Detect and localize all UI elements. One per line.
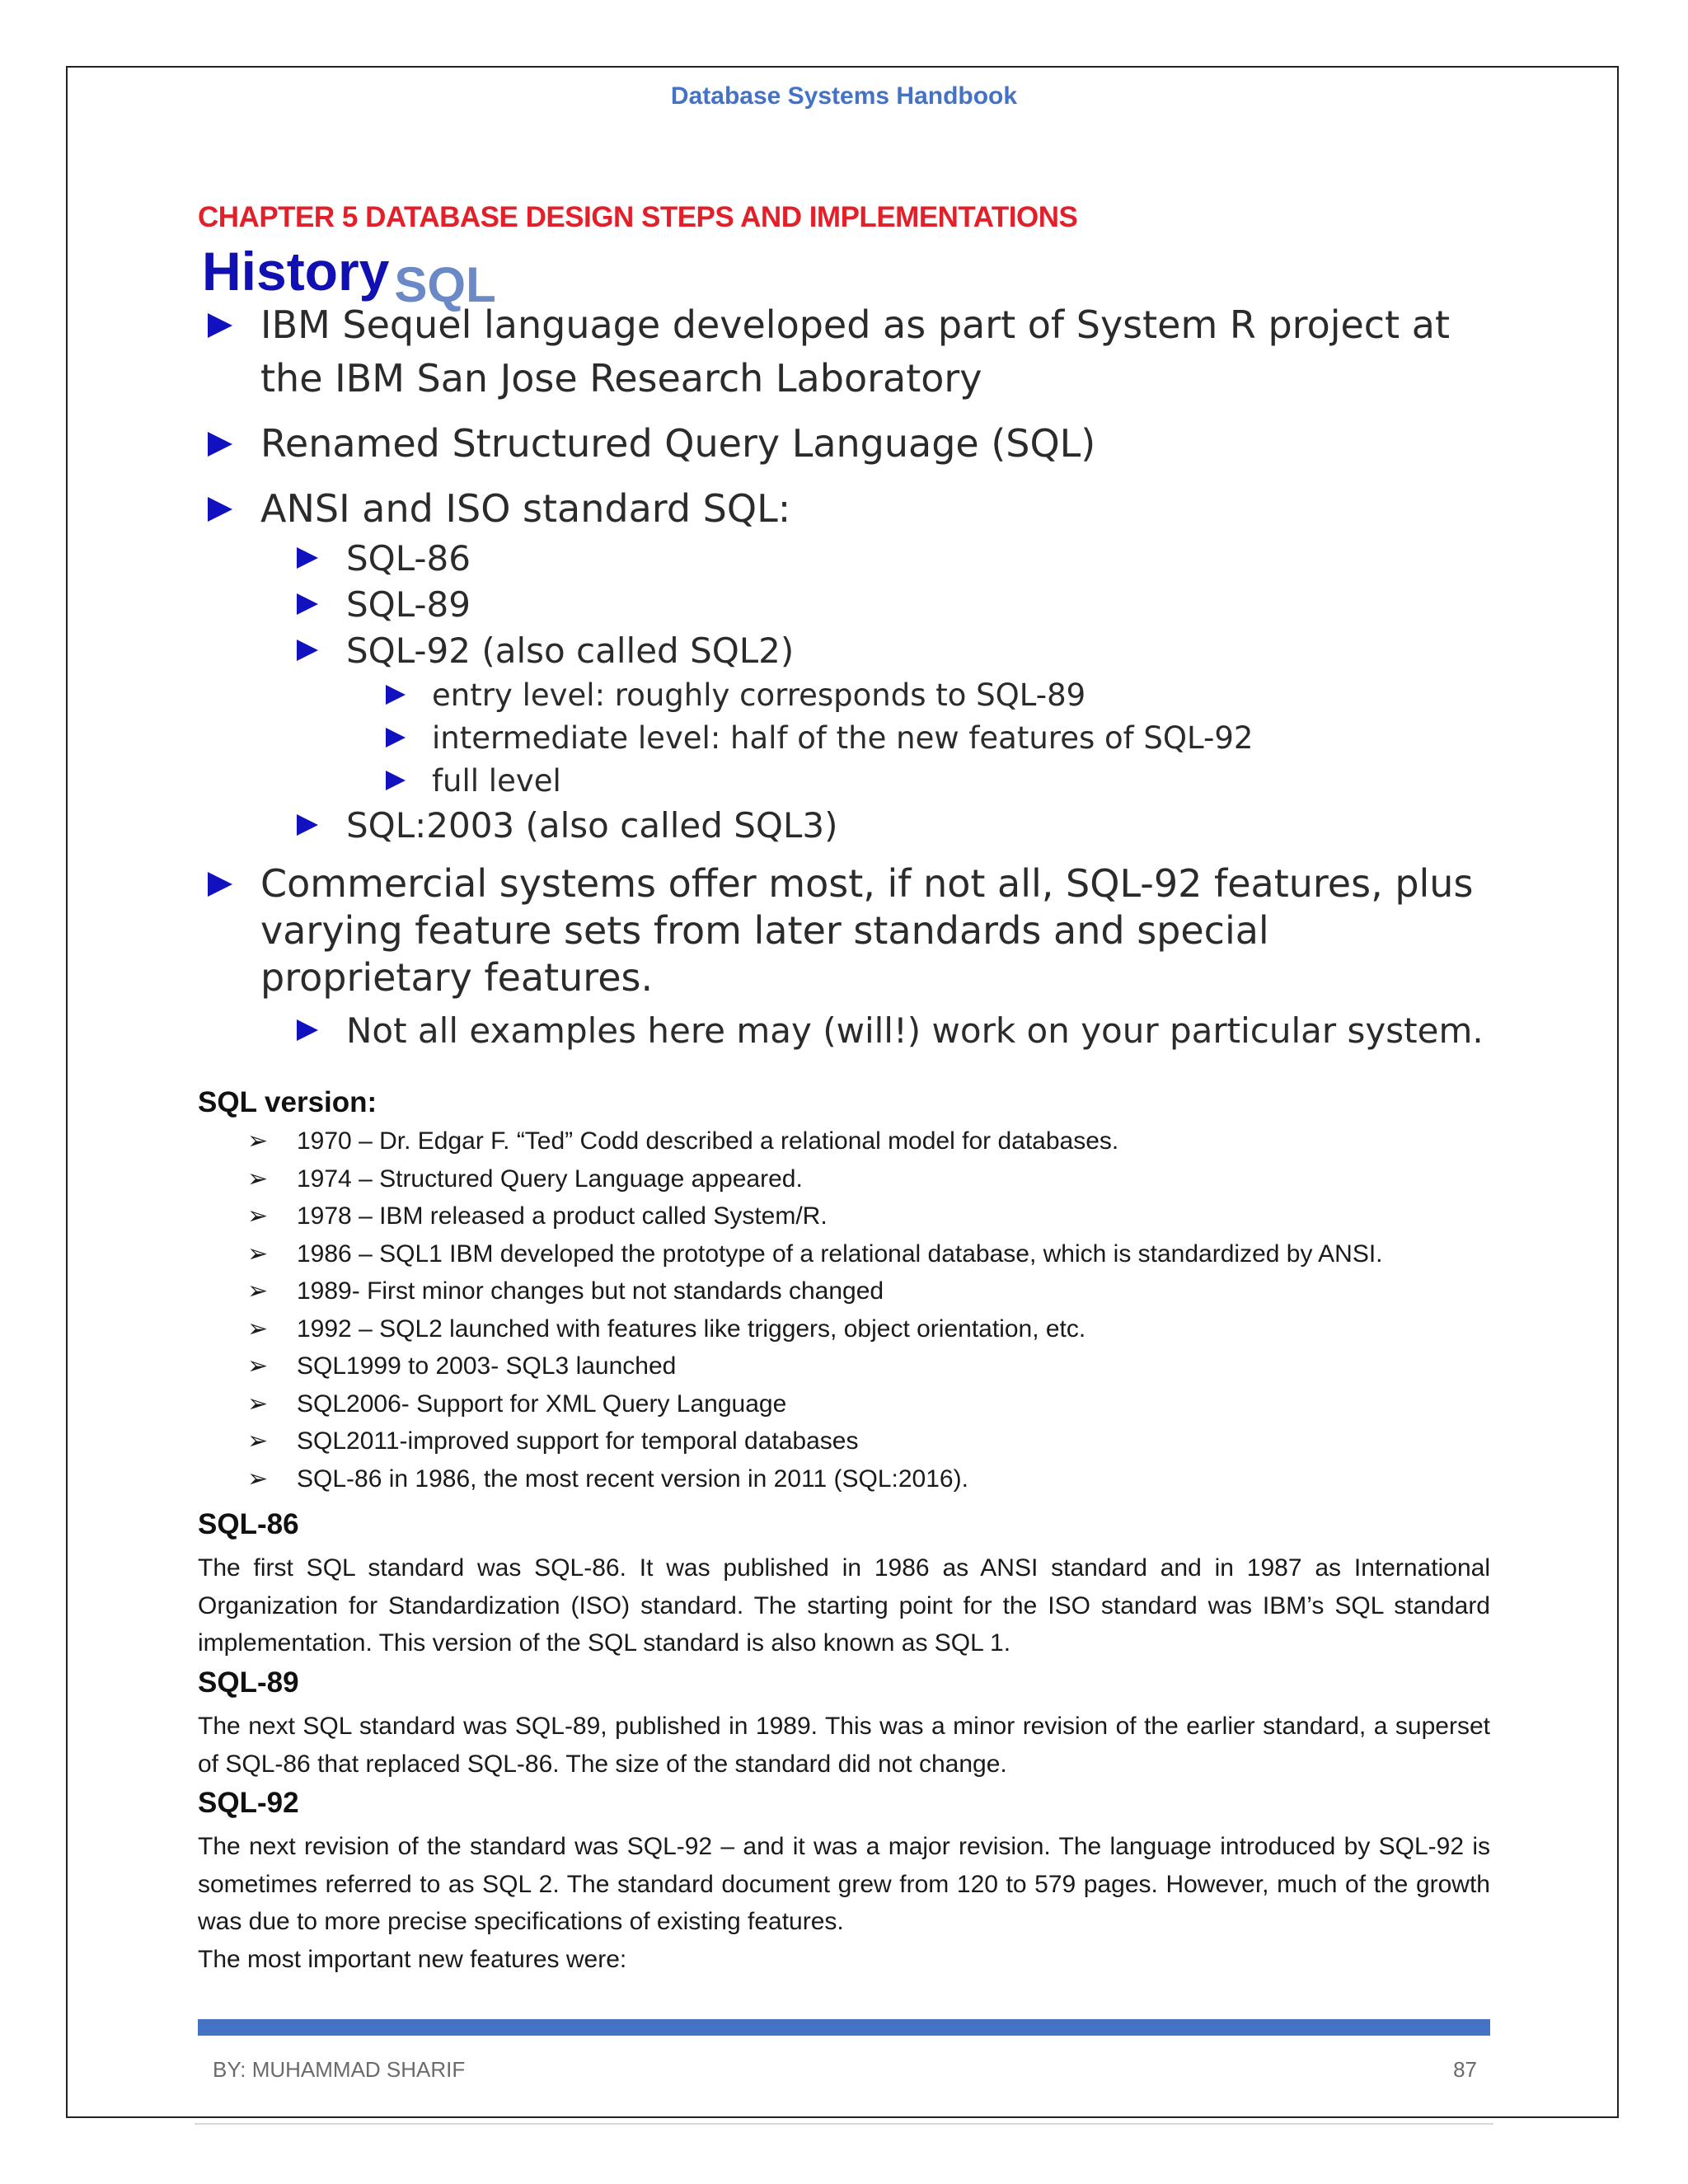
standard-item: SQL-89 <box>204 582 1490 628</box>
standards-list <box>260 536 1490 849</box>
sql92-paragraph: The next revision of the standard was SQL-92 – and it was a major revision. The language introduced by SQL-92 is sometimes referred to as SQL 2. The standard document grew from 120 to 579 pages. However, much of the growth was due to more precise specifications of existing features. <box>198 1833 1490 1935</box>
list-item: ➢ 1970 – Dr. Edgar F. “Ted” Codd described a relational model for databases. <box>247 1122 1383 1160</box>
list-item: ➢ SQL-86 in 1986, the most recent version in 2011 (SQL:2016). <box>247 1460 1383 1498</box>
standard-item: SQL-86 <box>204 536 1490 582</box>
slide-bullet: ANSI and ISO standard SQL: SQL-86 SQL-89 SQL-92 (also called SQL2) entry level: roughly corresponds to SQL-89 intermediate level: half of the new features of SQL-92 full level SQL:2003 (also called SQL3) <box>204 482 1490 849</box>
triangle-bullet-icon <box>297 640 318 661</box>
triangle-bullet-icon <box>386 771 406 790</box>
slide-title-sql: SQL <box>394 257 496 312</box>
slide-bullet: Renamed Structured Query Language (SQL) <box>204 417 1490 471</box>
list-item: ➢ 1978 – IBM released a product called System/R. <box>247 1197 1383 1235</box>
list-item: ➢ SQL1999 to 2003- SQL3 launched <box>247 1347 1383 1385</box>
sql86-paragraph: The first SQL standard was SQL-86. It was published in 1986 as ANSI standard and in 1987 as International Organization for Standardization (ISO) standard. The starting point for the ISO standard was IBM’s SQL standard implementation. This version of the SQL standard is also known as SQL 1. <box>198 1554 1490 1657</box>
slide-title <box>202 241 496 312</box>
commercial-note-list <box>260 1008 1490 1054</box>
triangle-bullet-icon <box>297 593 318 615</box>
slide-title-history: History <box>202 241 390 302</box>
page-number: 87 <box>1453 2057 1477 2082</box>
triangle-bullet-icon <box>297 547 318 569</box>
sql92-levels-list <box>346 674 1490 803</box>
arrowhead-bullet-icon: ➢ <box>247 1127 269 1155</box>
list-item: ➢ SQL2011-improved support for temporal databases <box>247 1422 1383 1460</box>
arrowhead-bullet-icon: ➢ <box>247 1464 269 1493</box>
arrowhead-bullet-icon: ➢ <box>247 1389 269 1418</box>
sql-version-heading: SQL version: <box>198 1086 377 1118</box>
slide-bullet: IBM Sequel language developed as part of System R project at the IBM San Jose Research Laboratory <box>204 298 1490 405</box>
list-item: ➢ 1992 – SQL2 launched with features like triggers, object orientation, etc. <box>247 1310 1383 1348</box>
list-item: ➢ 1989- First minor changes but not standards changed <box>247 1272 1383 1310</box>
running-header: Database Systems Handbook <box>670 82 1018 110</box>
arrowhead-bullet-icon: ➢ <box>247 1352 269 1380</box>
sql86-heading: SQL-86 <box>198 1508 299 1540</box>
arrowhead-bullet-icon: ➢ <box>247 1202 269 1230</box>
sql92-features-intro: The most important new features were: <box>198 1946 627 1973</box>
commercial-note: Not all examples here may (will!) work on your particular system. <box>204 1008 1490 1054</box>
sql92-heading: SQL-92 <box>198 1787 299 1819</box>
triangle-bullet-icon <box>297 814 318 836</box>
chapter-title: CHAPTER 5 DATABASE DESIGN STEPS AND IMPLEMENTATIONS <box>198 201 1078 233</box>
triangle-bullet-icon <box>297 1019 318 1041</box>
sql-version-list <box>247 1122 1383 1497</box>
level-item: entry level: roughly corresponds to SQL-89 <box>204 674 1490 717</box>
triangle-bullet-icon <box>386 728 406 748</box>
triangle-bullet-icon <box>208 872 232 897</box>
level-item: full level <box>204 760 1490 803</box>
sql89-heading: SQL-89 <box>198 1666 299 1699</box>
footer-rule <box>195 2123 1493 2125</box>
triangle-bullet-icon <box>386 685 406 705</box>
slide-bullet-list <box>204 298 1490 1066</box>
footer-author: BY: MUHAMMAD SHARIF <box>213 2057 466 2082</box>
list-item: ➢ 1986 – SQL1 IBM developed the prototype of a relational database, which is standardized by ANSI. <box>247 1235 1383 1273</box>
list-item: ➢ 1974 – Structured Query Language appeared. <box>247 1160 1383 1198</box>
list-item: ➢ SQL2006- Support for XML Query Language <box>247 1385 1383 1423</box>
arrowhead-bullet-icon: ➢ <box>247 1314 269 1343</box>
footer-accent-bar <box>198 2019 1490 2036</box>
arrowhead-bullet-icon: ➢ <box>247 1427 269 1455</box>
arrowhead-bullet-icon: ➢ <box>247 1164 269 1193</box>
arrowhead-bullet-icon: ➢ <box>247 1239 269 1268</box>
triangle-bullet-icon <box>208 497 232 522</box>
sql89-paragraph: The next SQL standard was SQL-89, published in 1989. This was a minor revision of the earlier standard, a superset of SQL-86 that replaced SQL-86. The size of the standard did not change. <box>198 1713 1490 1778</box>
triangle-bullet-icon <box>208 432 232 457</box>
standard-item: SQL:2003 (also called SQL3) <box>204 803 1490 849</box>
standard-item: SQL-92 (also called SQL2) entry level: roughly corresponds to SQL-89 intermediate level: half of the new features of SQL-92 full level <box>204 628 1490 803</box>
slide-bullet: Commercial systems offer most, if not all, SQL-92 features, plus varying feature sets from later standards and special proprietary features. Not all examples here may (will!) work on your particular system. <box>204 860 1490 1054</box>
level-item: intermediate level: half of the new features of SQL-92 <box>204 717 1490 760</box>
arrowhead-bullet-icon: ➢ <box>247 1277 269 1305</box>
triangle-bullet-icon <box>208 313 232 338</box>
